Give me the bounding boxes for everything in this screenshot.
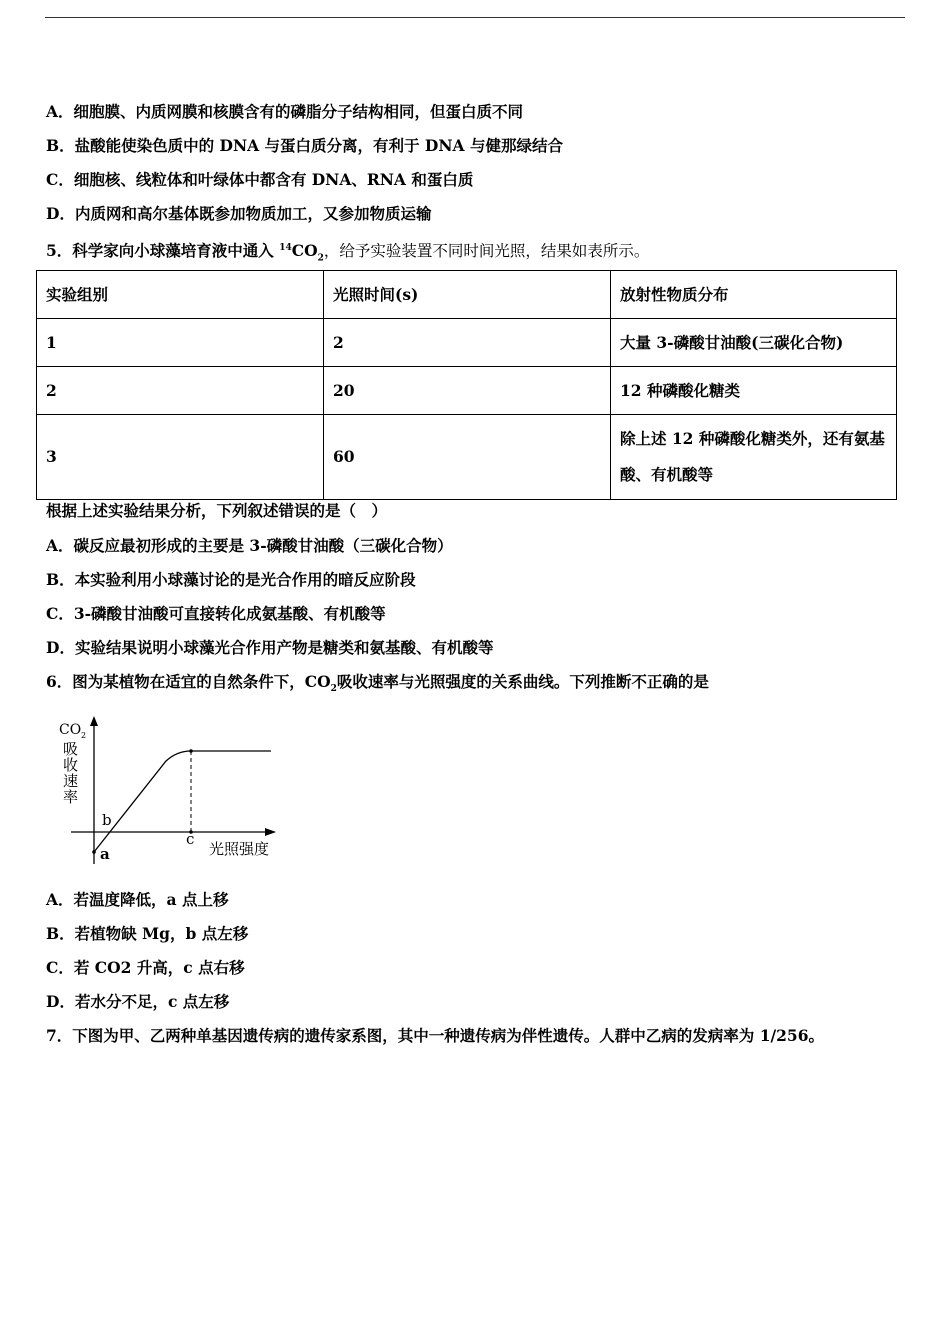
stem-text: 科学家向小球藻培育液中通入 [72,241,280,261]
table-row [37,319,897,367]
q4-option-a [46,101,523,123]
formula-subscript: 2 [330,684,337,695]
option-text: 实验结果说明小球藻光合作用产物是糖类和氨基酸、有机酸等 [74,638,494,657]
table-cell: 3 [37,415,324,500]
q5-option-d [46,637,493,659]
y-axis-label-char: 吸 [63,740,79,758]
q6-stem [46,671,709,700]
q6-option-d [46,991,229,1013]
option-text: 若温度降低，a 点上移 [73,890,229,909]
option-text: 本实验利用小球藻讨论的是光合作用的暗反应阶段 [74,570,416,589]
y-axis-label-co: CO [59,722,82,738]
point-a-label: a [100,845,110,863]
y-axis-label-char: 率 [63,788,79,806]
experiment-table [36,270,897,500]
formula-subscript: 2 [317,253,324,264]
y-axis-label-char: 速 [63,772,79,790]
point-a-marker [92,850,96,854]
option-label: A． [46,102,74,121]
table-header-row [37,271,897,319]
option-text: 盐酸能使染色质中的 DNA 与蛋白质分离，有利于 DNA 与健那绿结合 [74,136,563,155]
option-text: 若水分不足，c 点左移 [74,992,230,1011]
table-row [37,415,897,500]
table-header-cell: 实验组别 [37,271,324,319]
y-axis-arrow-icon [90,716,98,726]
isotope-superscript: 14 [279,243,292,253]
option-text: 细胞核、线粒体和叶绿体中都含有 DNA、RNA 和蛋白质 [73,170,474,189]
stem-text: ，给予实验装置不同时间光照，结果如表所示。 [323,242,650,261]
header-rule [45,17,905,18]
option-text: 若 CO2 升高，c 点右移 [73,958,245,977]
table-cell: 20 [324,367,611,415]
table-cell: 2 [37,367,324,415]
q5-option-a [46,535,453,557]
table-cell: 2 [324,319,611,367]
table-cell: 1 [37,319,324,367]
table-cell: 60 [324,415,611,500]
option-label: B． [46,570,75,589]
option-label: C． [46,170,74,189]
q7-stem [46,1025,824,1047]
q4-option-c [46,169,473,191]
q6-option-b [46,923,248,945]
option-text: 细胞膜、内质网膜和核膜含有的磷脂分子结构相同，但蛋白质不同 [73,102,524,121]
option-text: 3-磷酸甘油酸可直接转化成氨基酸、有机酸等 [73,604,386,623]
table-cell: 除上述 12 种磷酸化糖类外，还有氨基酸、有机酸等 [611,415,897,500]
absorption-curve [94,751,271,852]
option-label: A． [46,536,74,555]
stem-text: 下图为甲、乙两种单基因遗传病的遗传家系图，其中一种遗传病为伴性遗传。人群中乙病的发病率为 1/256。 [72,1026,824,1045]
option-label: A． [46,890,74,909]
option-label: C． [46,604,74,623]
table-header-cell: 放射性物质分布 [611,271,897,319]
table-header-cell: 光照时间(s) [324,271,611,319]
option-label: B． [46,136,75,155]
q4-option-b [46,135,563,157]
point-c-label: c [186,830,195,848]
table-cell: 大量 3-磷酸甘油酸(三碳化合物) [611,319,897,367]
x-axis-label: 光照强度 [209,840,270,858]
saturation-point [189,749,193,753]
option-label: D． [46,204,75,223]
option-text: 内质网和高尔基体既参加物质加工，又参加物质运输 [74,204,432,223]
question-number: 5． [46,241,73,261]
y-axis-label-char: 收 [63,756,79,774]
option-text: 碳反应最初形成的主要是 3-磷酸甘油酸（三碳化合物） [73,536,453,555]
q5-question: 根据上述实验结果分析，下列叙述错误的是（ ） [46,501,388,520]
stem-text: 图为某植物在适宜的自然条件下，CO [72,672,331,691]
q6-option-c [46,957,245,979]
point-b-label: b [102,811,112,829]
option-label: D． [46,992,75,1011]
option-label: B． [46,924,75,943]
co2-light-curve-graph [55,712,285,872]
x-axis-arrow-icon [265,828,276,836]
question-number: 7． [46,1026,73,1045]
formula-text: CO [291,241,318,261]
table-row [37,367,897,415]
q5-stem [46,237,649,269]
option-label: D． [46,638,75,657]
q6-option-a [46,889,228,911]
question-number: 6． [46,672,73,691]
y-axis-label-sub: 2 [81,731,87,740]
table-cell: 12 种磷酸化糖类 [611,367,897,415]
option-text: 若植物缺 Mg，b 点左移 [74,924,249,943]
q5-option-b [46,569,416,591]
stem-text: 吸收速率与光照强度的关系曲线。下列推断不正确的是 [336,672,709,691]
q4-option-d [46,203,431,225]
q5-option-c [46,603,386,625]
option-label: C． [46,958,74,977]
